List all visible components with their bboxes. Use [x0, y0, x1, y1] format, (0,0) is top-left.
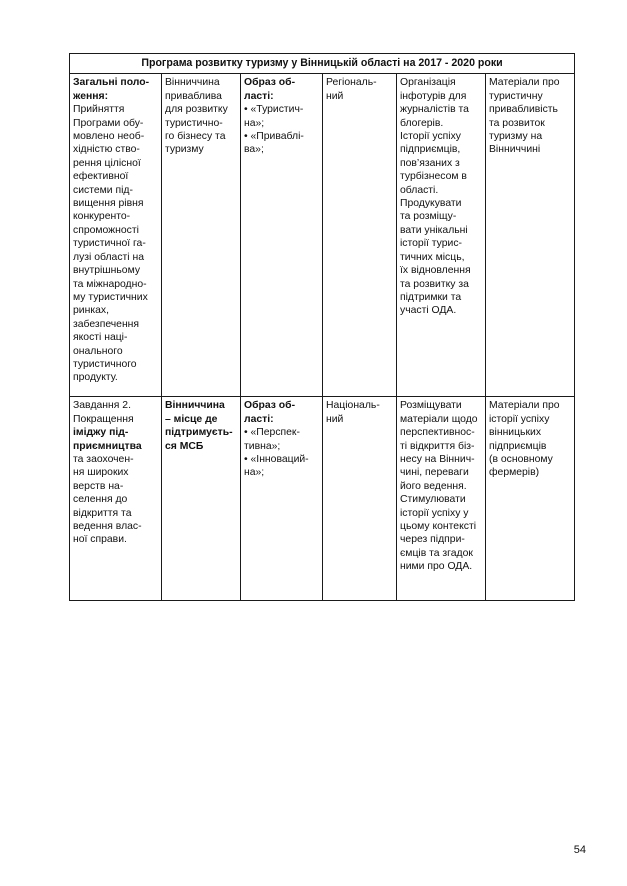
- cell-line: конкуренто-: [73, 211, 131, 223]
- cell-line: селення до: [73, 494, 128, 506]
- cell-line: для розвитку: [165, 104, 228, 116]
- cell-line: перспективнос-: [400, 427, 475, 439]
- cell-materials: [486, 74, 575, 397]
- cell-line: туризму на: [489, 131, 543, 143]
- cell-line: • «Перспек-: [244, 427, 300, 439]
- cell-line: вати унікальні: [400, 224, 468, 236]
- cell-region-image: [241, 74, 323, 397]
- cell-line: хідністю ство-: [73, 144, 140, 156]
- cell-line: якості наці-: [73, 332, 128, 344]
- cell-line: Національ-: [326, 400, 380, 412]
- cell-line: приємництва: [73, 440, 142, 452]
- cell-line: ження:: [73, 90, 109, 102]
- cell-line: підтримуєть-: [165, 427, 233, 439]
- cell-line: Прийняття: [73, 104, 125, 116]
- cell-region-image: [241, 397, 323, 601]
- cell-line: го бізнесу та: [165, 131, 226, 143]
- cell-line: Матеріали про: [489, 77, 560, 89]
- cell-line: Матеріали про: [489, 400, 560, 412]
- cell-line: Розміщувати: [400, 400, 462, 412]
- cell-line: та розміщу-: [400, 211, 457, 223]
- cell-line: Покращення: [73, 413, 134, 425]
- page-number: 54: [573, 844, 586, 856]
- cell-line: несу на Віннич-: [400, 454, 475, 466]
- cell-line: • «Туристич-: [244, 104, 304, 116]
- cell-line: та міжнародно-: [73, 278, 147, 290]
- cell-line: Загальні поло-: [73, 77, 150, 89]
- table-row: [70, 74, 575, 397]
- cell-line: ринках,: [73, 305, 109, 317]
- cell-line: Організація: [400, 77, 456, 89]
- cell-line: підприємців: [489, 440, 547, 452]
- cell-line: Регіональ-: [326, 77, 377, 89]
- tourism-program-table: [69, 53, 575, 601]
- cell-line: туризму: [165, 144, 204, 156]
- cell-actions: [397, 397, 486, 601]
- cell-materials: [486, 397, 575, 601]
- cell-line: рення цілісної: [73, 157, 141, 169]
- cell-line: Образ об-: [244, 400, 296, 412]
- cell-line: їх відновлення: [400, 265, 471, 277]
- cell-line: ведення влас-: [73, 521, 142, 533]
- table-title: Програма розвитку туризму у Вінницькій області на 2017 - 2020 роки: [70, 54, 575, 74]
- cell-line: внутрішньому: [73, 265, 141, 277]
- cell-line: туристичного: [73, 358, 137, 370]
- cell-line: ласті:: [244, 413, 274, 425]
- cell-line: блогерів.: [400, 117, 444, 129]
- cell-line: вищення рівня: [73, 198, 144, 210]
- cell-line: лузі області на: [73, 251, 144, 263]
- cell-line: фермерів): [489, 467, 540, 479]
- cell-line: тичних місць,: [400, 251, 465, 263]
- cell-line: Завдання 2.: [73, 400, 131, 412]
- cell-line: Стимулювати: [400, 494, 466, 506]
- cell-slogan: [162, 74, 241, 397]
- cell-line: ся МСБ: [165, 440, 204, 452]
- cell-line: (в основному: [489, 454, 553, 466]
- cell-line: му туристичних: [73, 291, 148, 303]
- cell-line: його ведення.: [400, 480, 467, 492]
- cell-line: ласті:: [244, 90, 274, 102]
- cell-line: системи під-: [73, 184, 133, 196]
- cell-line: вінницьких: [489, 427, 542, 439]
- cell-line: підприємців,: [400, 144, 461, 156]
- cell-line: туристичну: [489, 90, 543, 102]
- cell-line: та розвитку за: [400, 278, 469, 290]
- cell-line: та заохочен-: [73, 454, 134, 466]
- cell-line: тивна»;: [244, 440, 281, 452]
- cell-line: приваблива: [165, 90, 222, 102]
- cell-line: турбізнесом в: [400, 171, 467, 183]
- cell-line: через підпри-: [400, 534, 465, 546]
- cell-line: ємців та згадок: [400, 547, 473, 559]
- cell-line: Вінниччина: [165, 77, 220, 89]
- cell-line: Продукувати: [400, 198, 462, 210]
- cell-line: цьому контексті: [400, 521, 477, 533]
- cell-line: чині, переваги: [400, 467, 469, 479]
- cell-line: Історії успіху: [400, 131, 461, 143]
- cell-actions: [397, 74, 486, 397]
- cell-line: ня широких: [73, 467, 129, 479]
- cell-level: [323, 397, 397, 601]
- cell-line: ефективної: [73, 171, 129, 183]
- cell-line: Вінниччина: [165, 400, 225, 412]
- cell-level: [323, 74, 397, 397]
- table-row: [70, 397, 575, 601]
- cell-line: • «Інноваций-: [244, 454, 309, 466]
- cell-line: пов’язаних з: [400, 157, 460, 169]
- cell-line: на»;: [244, 117, 265, 129]
- cell-line: іміджу під-: [73, 427, 129, 439]
- cell-line: ної справи.: [73, 534, 127, 546]
- cell-line: ний: [326, 413, 344, 425]
- cell-line: – місце де: [165, 413, 218, 425]
- cell-line: області.: [400, 184, 439, 196]
- cell-line: Програми обу-: [73, 117, 144, 129]
- cell-line: відкриття та: [73, 507, 132, 519]
- cell-line: ними про ОДА.: [400, 561, 473, 573]
- cell-line: онального: [73, 345, 123, 357]
- cell-line: та розвиток: [489, 117, 545, 129]
- cell-line: продукту.: [73, 372, 118, 384]
- cell-line: привабливість: [489, 104, 558, 116]
- cell-line: ний: [326, 90, 344, 102]
- cell-line: верств на-: [73, 480, 124, 492]
- cell-line: туристично-: [165, 117, 223, 129]
- cell-line: історії успіху: [489, 413, 550, 425]
- cell-task: [70, 397, 162, 601]
- cell-line: історії успіху у: [400, 507, 469, 519]
- cell-line: Вінниччині: [489, 144, 541, 156]
- cell-line: журналістів та: [400, 104, 469, 116]
- cell-line: ва»;: [244, 144, 264, 156]
- cell-line: забезпечення: [73, 318, 140, 330]
- cell-line: історії турис-: [400, 238, 462, 250]
- cell-line: спроможності: [73, 224, 139, 236]
- cell-general-provisions: [70, 74, 162, 397]
- cell-line: матеріали щодо: [400, 413, 478, 425]
- cell-line: • «Приваблі-: [244, 131, 304, 143]
- cell-line: туристичної га-: [73, 238, 146, 250]
- cell-line: інфотурів для: [400, 90, 467, 102]
- cell-line: ті відкриття біз-: [400, 440, 475, 452]
- cell-line: Образ об-: [244, 77, 296, 89]
- cell-line: мовлено необ-: [73, 131, 145, 143]
- cell-line: підтримки та: [400, 291, 462, 303]
- cell-slogan: [162, 397, 241, 601]
- cell-line: участі ОДА.: [400, 305, 457, 317]
- cell-line: на»;: [244, 467, 265, 479]
